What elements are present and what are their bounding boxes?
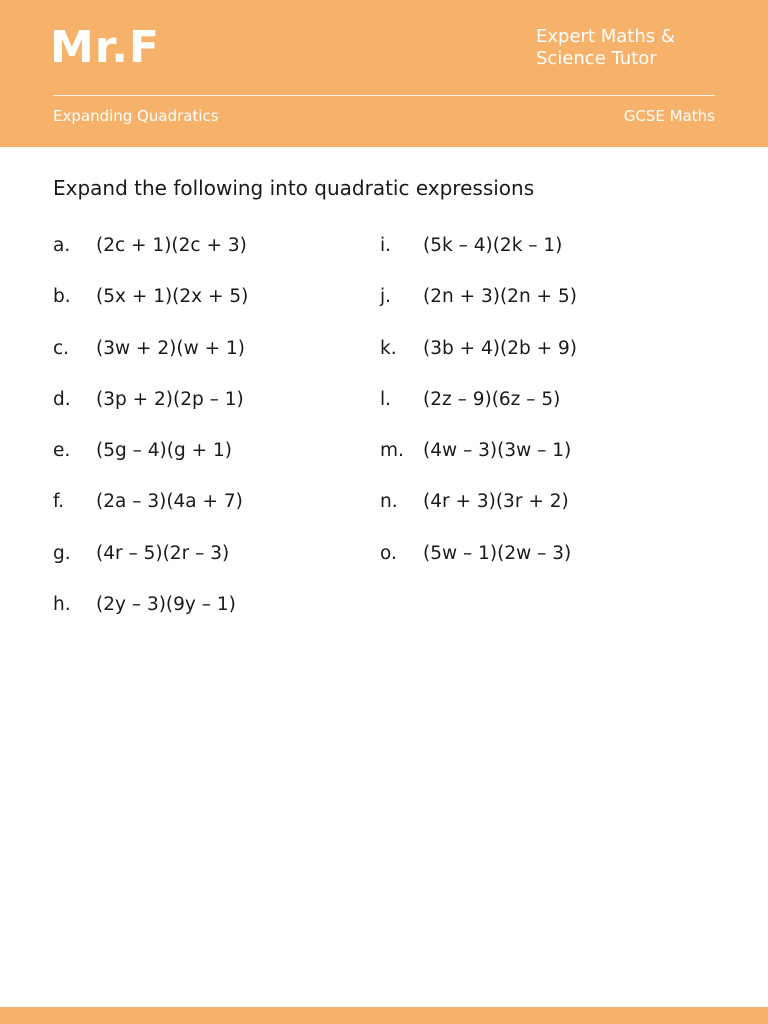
question-label: g. <box>53 542 71 564</box>
question-n <box>380 487 680 538</box>
header-divider <box>53 95 715 96</box>
question-expression: (3b + 4)(2b + 9) <box>423 337 577 359</box>
tagline-line-2: Science Tutor <box>536 48 657 69</box>
question-expression: (5g – 4)(g + 1) <box>96 440 232 462</box>
question-label: h. <box>53 594 71 616</box>
question-c <box>53 334 353 385</box>
question-expression: (4r + 3)(3r + 2) <box>423 491 569 513</box>
question-expression: (4r – 5)(2r – 3) <box>96 542 230 564</box>
question-b <box>53 282 353 333</box>
header-banner <box>0 0 768 147</box>
question-expression: (3w + 2)(w + 1) <box>96 337 245 359</box>
logo: Mr.F <box>50 22 160 73</box>
question-label: b. <box>53 286 71 308</box>
question-expression: (5w – 1)(2w – 3) <box>423 542 572 564</box>
question-g <box>53 539 353 590</box>
question-expression: (2n + 3)(2n + 5) <box>423 286 577 308</box>
question-i <box>380 231 680 282</box>
subject-label: GCSE Maths <box>623 107 715 125</box>
question-label: e. <box>53 440 71 462</box>
question-expression: (2y – 3)(9y – 1) <box>96 594 236 616</box>
question-o <box>380 539 680 590</box>
footer-bar <box>0 1007 768 1024</box>
question-label: a. <box>53 235 71 256</box>
question-expression: (3p + 2)(2p – 1) <box>96 388 244 410</box>
question-expression: (2z – 9)(6z – 5) <box>423 388 561 410</box>
question-m <box>380 436 680 487</box>
instruction-text: Expand the following into quadratic expressions <box>53 176 535 200</box>
question-expression: (2c + 1)(2c + 3) <box>96 235 247 256</box>
question-a <box>53 231 353 282</box>
tagline <box>494 26 714 70</box>
question-expression: (5k – 4)(2k – 1) <box>423 235 563 256</box>
question-label: n. <box>380 491 398 513</box>
question-label: f. <box>53 491 65 513</box>
question-e <box>53 436 353 487</box>
question-expression: (5x + 1)(2x + 5) <box>96 286 249 308</box>
question-label: c. <box>53 337 70 359</box>
question-h <box>53 590 353 641</box>
question-l <box>380 385 680 436</box>
question-expression: (2a – 3)(4a + 7) <box>96 491 243 513</box>
question-label: j. <box>380 286 392 308</box>
question-label: d. <box>53 388 71 410</box>
questions-right-column <box>380 231 680 590</box>
question-d <box>53 385 353 436</box>
question-label: k. <box>380 337 397 359</box>
question-j <box>380 282 680 333</box>
question-label: l. <box>380 388 392 410</box>
question-expression: (4w – 3)(3w – 1) <box>423 440 572 462</box>
question-label: m. <box>380 440 404 462</box>
question-k <box>380 334 680 385</box>
question-f <box>53 487 353 538</box>
question-label: o. <box>380 542 397 564</box>
tagline-line-1: Expert Maths & <box>536 26 675 47</box>
question-label: i. <box>380 235 392 256</box>
questions-left-column <box>53 231 353 641</box>
topic-title: Expanding Quadratics <box>53 107 219 125</box>
